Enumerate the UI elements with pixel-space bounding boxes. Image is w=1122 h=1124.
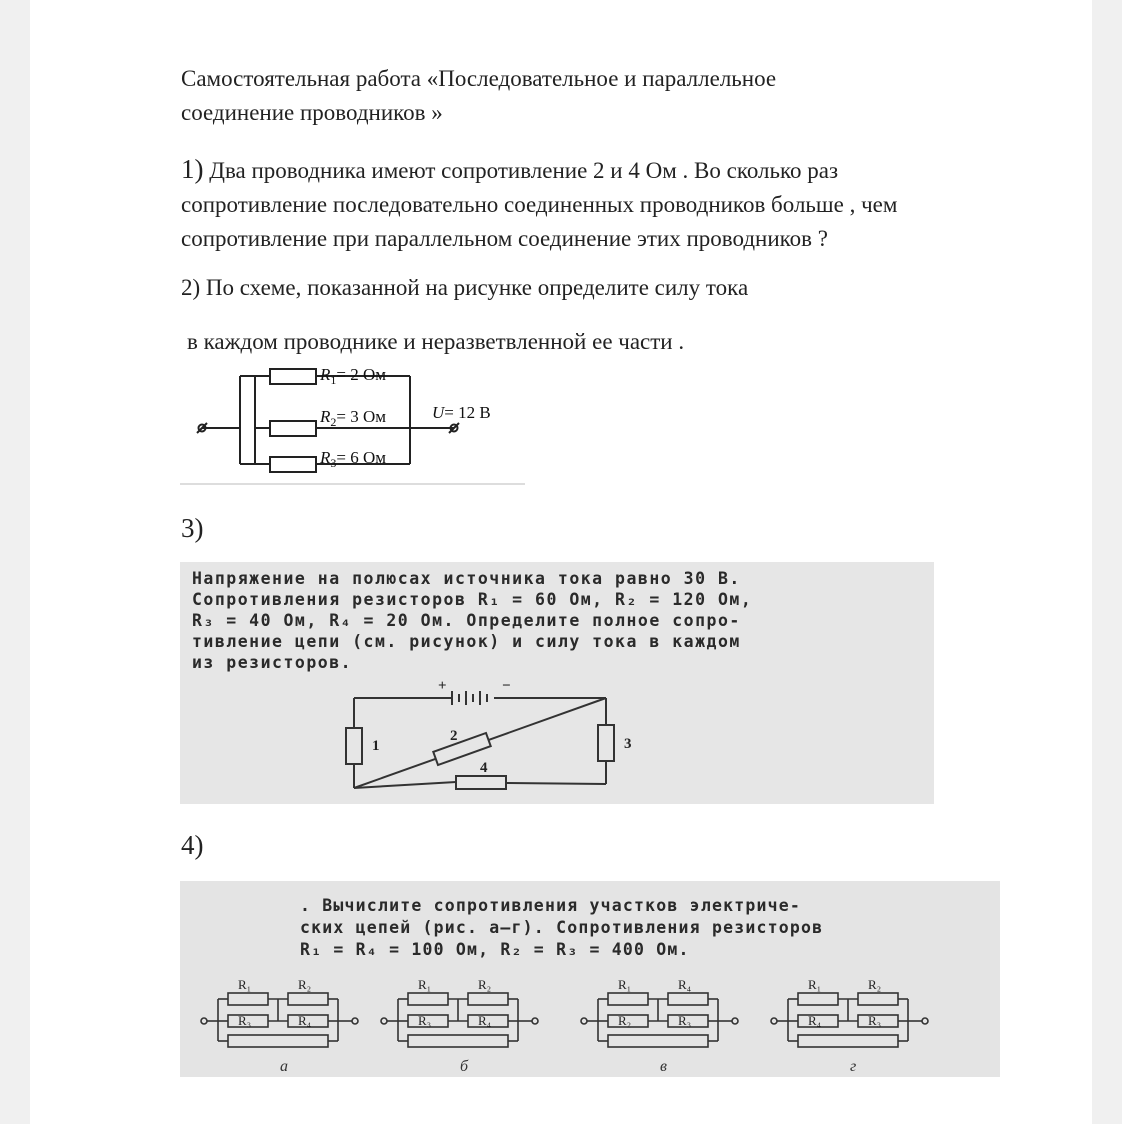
resistor (608, 993, 648, 1005)
label-top-right: R₂ (478, 977, 492, 992)
label-bottom-left: R₃ (238, 1013, 252, 1028)
terminal (532, 1018, 538, 1024)
circuit-caption: в (660, 1058, 667, 1075)
resistor-3 (598, 725, 614, 761)
label-bottom-left: R₃ (418, 1013, 432, 1028)
label-top-left: R₁ (618, 977, 632, 992)
label-bottom-left: R₄ (808, 1013, 822, 1028)
resistor-4 (456, 776, 506, 789)
resistor-1 (346, 728, 362, 764)
resistor (408, 993, 448, 1005)
task-4-text: . Вычислите сопротивления участков электриче- ских цепей (рис. а–г). Сопротивления резисторов R₁ = R₄ = 100 Ом, R₂ = R₃ = 400 Ом. (300, 896, 824, 959)
task-2-text-line1: 2) По схеме, показанной на рисунке определите силу тока (181, 275, 749, 300)
resistor (228, 1035, 328, 1047)
task-1 (181, 152, 1061, 256)
voltage-label: U= 12 В (432, 403, 491, 422)
label-top-left: R₁ (418, 977, 432, 992)
resistor (288, 993, 328, 1005)
task-3-number: 3) (181, 513, 204, 543)
label-bottom-right: R₄ (478, 1013, 492, 1028)
terminal (922, 1018, 928, 1024)
circuit-caption: г (850, 1058, 857, 1075)
task-2-circuit-diagram (180, 360, 530, 488)
label-3: 3 (624, 736, 632, 752)
terminal (581, 1018, 587, 1024)
task-4-number: 4) (181, 830, 204, 860)
label-top-left: R₁ (238, 977, 252, 992)
circuit-г (771, 993, 928, 1047)
label-bottom-right: R₃ (868, 1013, 882, 1028)
task-1-text-line1: Два проводника имеют сопротивление 2 и 4 Ом . Во сколько раз (203, 158, 839, 183)
label-bottom-left: R₂ (618, 1013, 632, 1028)
task-1-number: 1) (181, 154, 204, 184)
r1-label: $R_1= 2$ Ом (320, 365, 387, 387)
label-bottom-right: R₄ (298, 1013, 312, 1028)
resistor (468, 993, 508, 1005)
r2-label: $R_2= 3$ Ом (320, 407, 387, 429)
task-1-text-line2: сопротивление последовательно соединенных проводников больше , чем (181, 192, 898, 217)
r3-label: $R_3= 6$ Ом (320, 448, 387, 470)
terminal (732, 1018, 738, 1024)
task-3-scan (180, 562, 934, 804)
resistor (798, 1035, 898, 1047)
task-2-text-line2: в каждом проводнике и неразветвленной ее части . (187, 329, 685, 354)
label-top-right: R₄ (678, 977, 692, 992)
task-3-circuit-diagram (180, 562, 934, 804)
terminal (352, 1018, 358, 1024)
circuit-в (581, 993, 738, 1047)
resistor (228, 993, 268, 1005)
label-top-right: R₂ (298, 977, 312, 992)
task-4-scan (180, 881, 1000, 1077)
task-1-text-line3: сопротивление при параллельном соединение этих проводников ? (181, 226, 828, 251)
terminal (201, 1018, 207, 1024)
resistor (408, 1035, 508, 1047)
resistor (798, 993, 838, 1005)
terminal (771, 1018, 777, 1024)
label-1: 1 (372, 738, 380, 754)
label-bottom-right: R₃ (678, 1013, 692, 1028)
label-2: 2 (450, 728, 458, 744)
battery-plus: + (438, 678, 447, 694)
task-3-text: Напряжение на полюсах источника тока равно 30 В. Сопротивления резисторов R₁ = 60 Ом, R₂ = 120 Ом, R₃ = 40 Ом, R₄ = 20 Ом. Определите полное сопро- тивление цепи (см. рисунок) и силу тока в каждом из резисторов. (192, 569, 753, 672)
label-4: 4 (480, 760, 488, 776)
resistor (668, 993, 708, 1005)
resistor (608, 1035, 708, 1047)
circuit-caption: б (460, 1058, 469, 1075)
resistor (858, 993, 898, 1005)
circuit-а (201, 993, 358, 1047)
document-title: Самостоятельная работа «Последовательное и параллельное соединение проводников » (181, 66, 777, 125)
circuit-caption: а (280, 1058, 288, 1075)
battery-minus: − (502, 678, 511, 694)
terminal (381, 1018, 387, 1024)
task-4-circuit-diagrams (180, 881, 1000, 1077)
circuit-б (381, 993, 538, 1047)
label-top-right: R₂ (868, 977, 882, 992)
label-top-left: R₁ (808, 977, 822, 992)
